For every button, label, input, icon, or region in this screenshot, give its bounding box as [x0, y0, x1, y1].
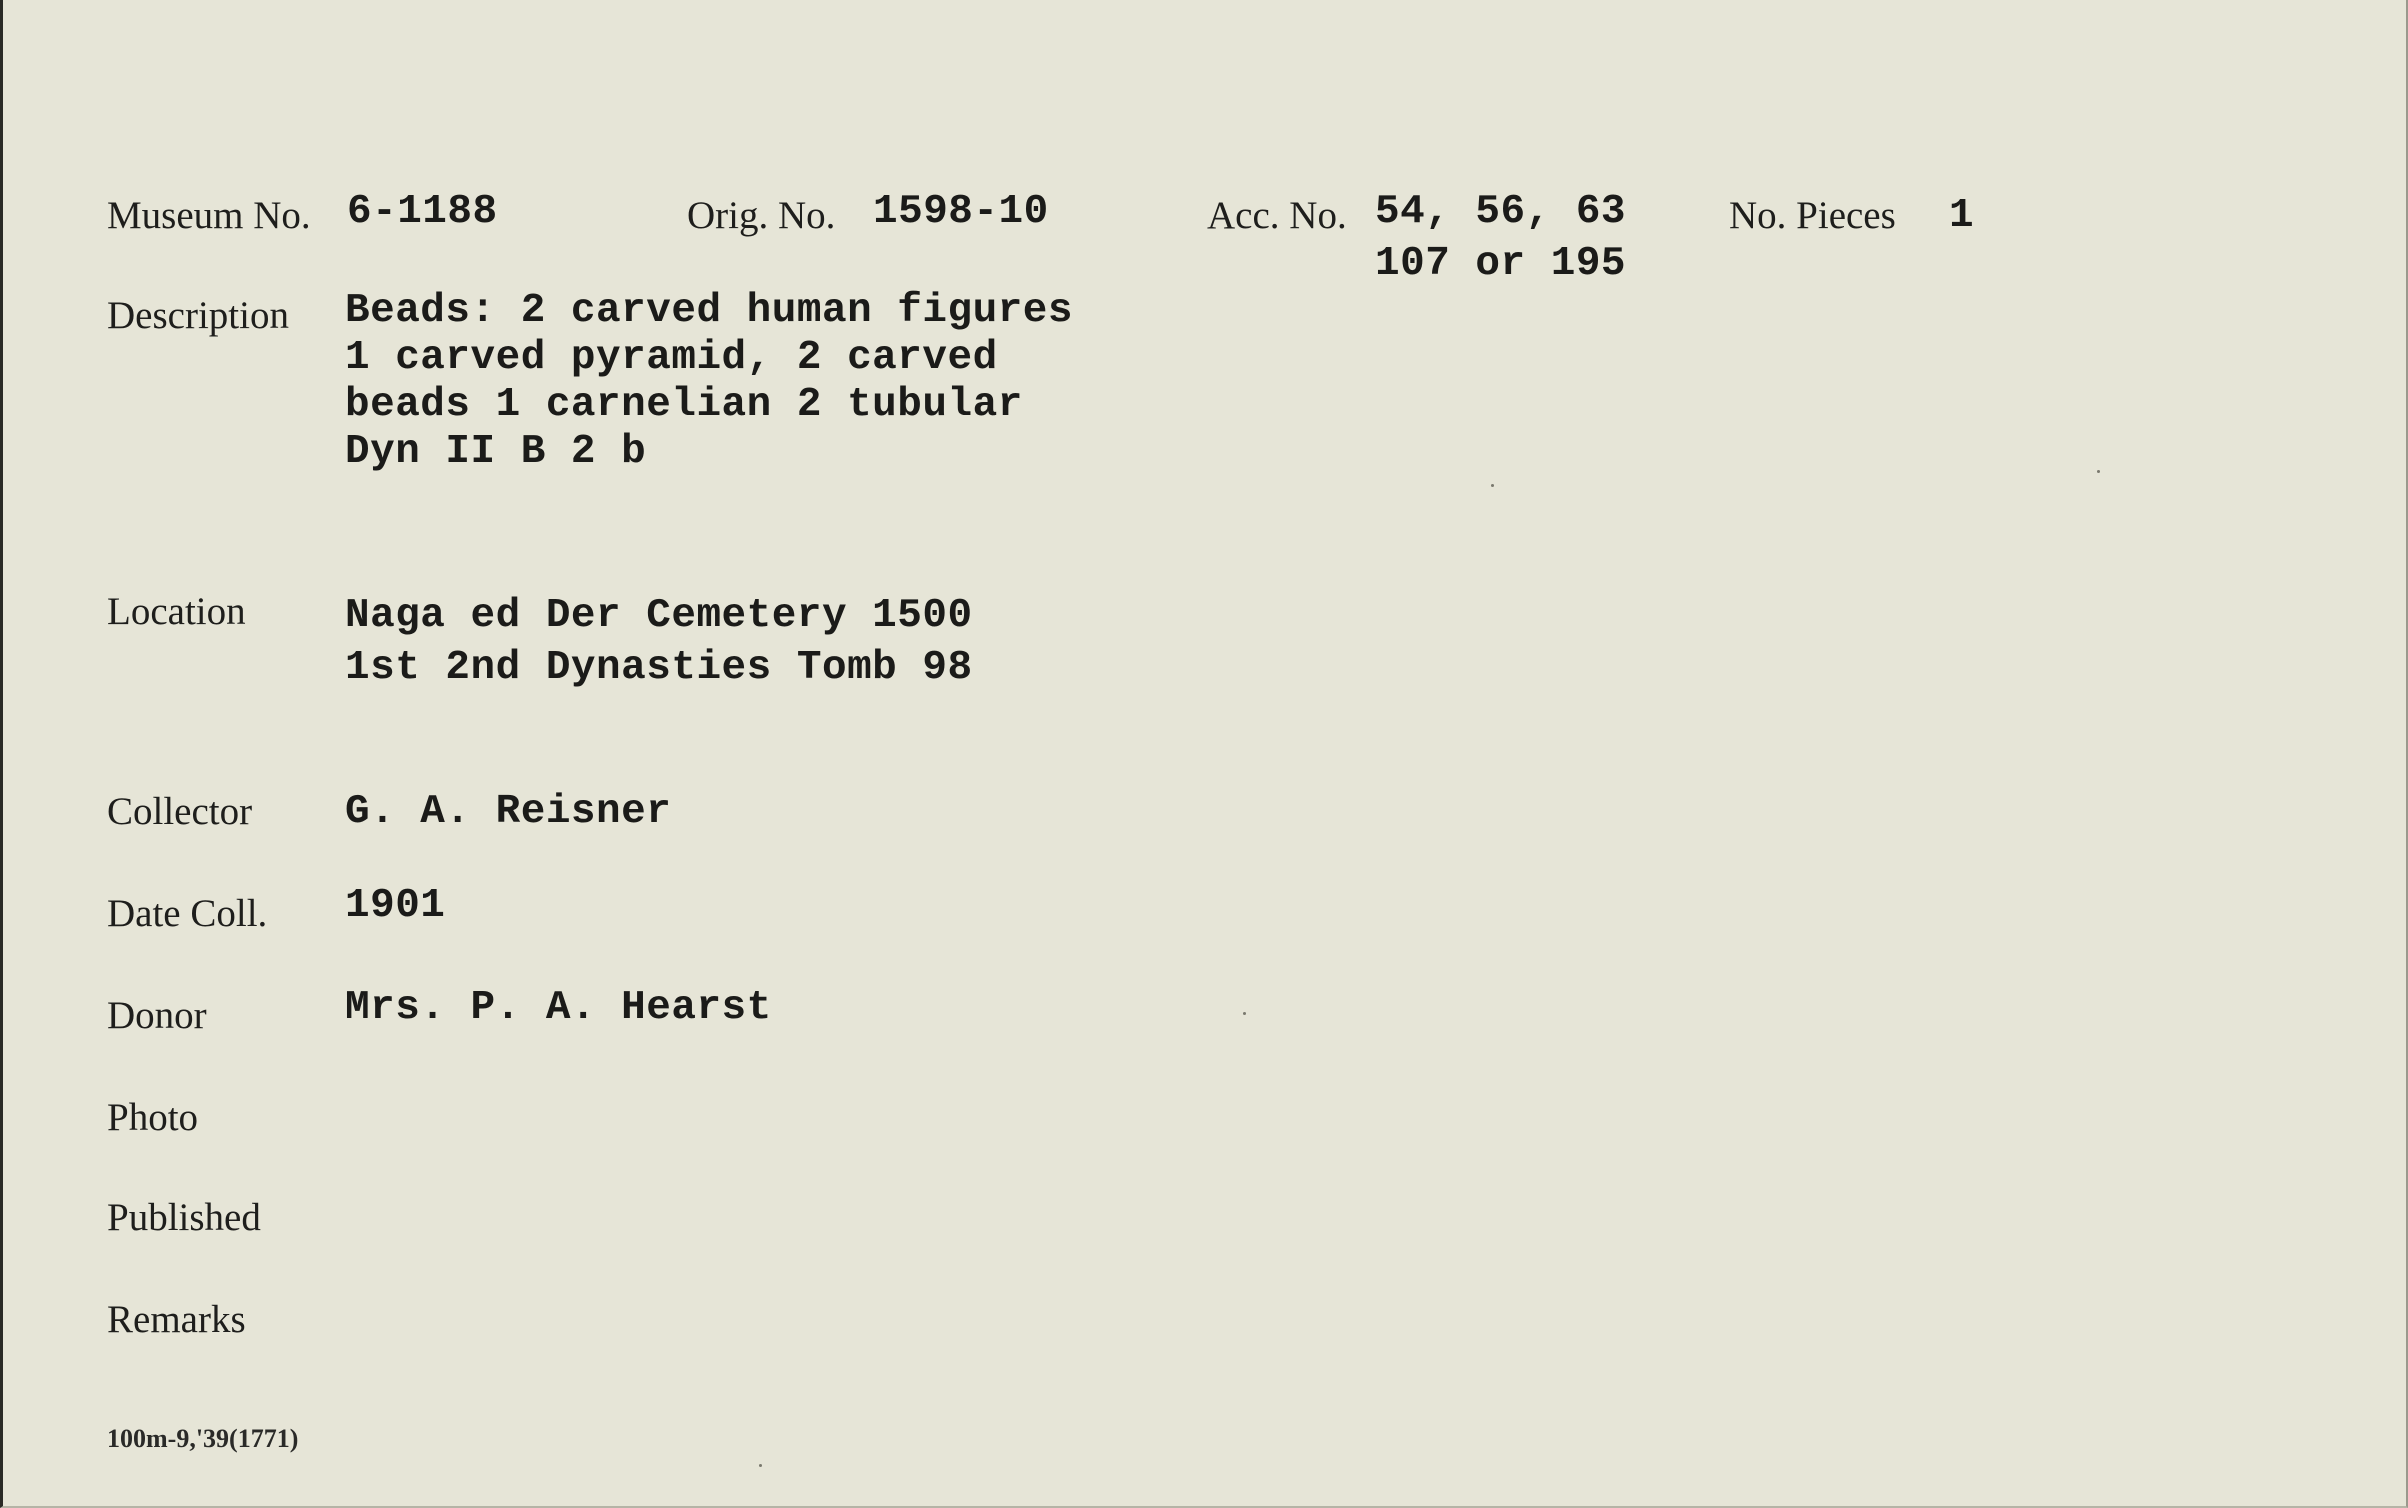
location-label: Location: [107, 590, 246, 633]
acc-no-value-line2: 107 or 195: [1375, 241, 1627, 287]
description-line: beads 1 carnelian 2 tubular: [345, 382, 1023, 428]
no-pieces-value: 1: [1949, 193, 1975, 239]
date-coll-label: Date Coll.: [107, 892, 268, 935]
orig-no-value: 1598-10: [873, 189, 1049, 235]
location-line: 1st 2nd Dynasties Tomb 98: [345, 645, 973, 691]
description-value: [345, 288, 1073, 476]
date-coll-value: 1901: [345, 883, 446, 929]
remarks-label: Remarks: [107, 1298, 246, 1341]
orig-no-label: Orig. No.: [687, 194, 836, 237]
collector-value: G. A. Reisner: [345, 789, 672, 835]
paper-speck: [759, 1464, 762, 1467]
location-line: Naga ed Der Cemetery 1500: [345, 593, 973, 639]
donor-value: Mrs. P. A. Hearst: [345, 985, 772, 1031]
photo-label: Photo: [107, 1096, 199, 1139]
acc-no-label: Acc. No.: [1207, 194, 1347, 237]
paper-speck: [1491, 484, 1494, 487]
published-label: Published: [107, 1196, 261, 1239]
description-line: Dyn II B 2 b: [345, 429, 647, 475]
print-code: 100m-9,'39(1771): [107, 1424, 299, 1453]
donor-label: Donor: [107, 994, 207, 1037]
museum-no-value: 6-1188: [347, 189, 498, 235]
no-pieces-label: No. Pieces: [1729, 194, 1896, 237]
museum-no-label: Museum No.: [107, 194, 311, 237]
description-label: Description: [107, 294, 289, 337]
description-line: 1 carved pyramid, 2 carved: [345, 335, 998, 381]
acc-no-value-line1: 54, 56, 63: [1375, 189, 1627, 235]
location-value: [345, 590, 973, 694]
paper-speck: [2097, 470, 2100, 473]
description-line: Beads: 2 carved human figures: [345, 288, 1074, 334]
collector-label: Collector: [107, 790, 253, 833]
paper-speck: [1243, 1012, 1246, 1015]
